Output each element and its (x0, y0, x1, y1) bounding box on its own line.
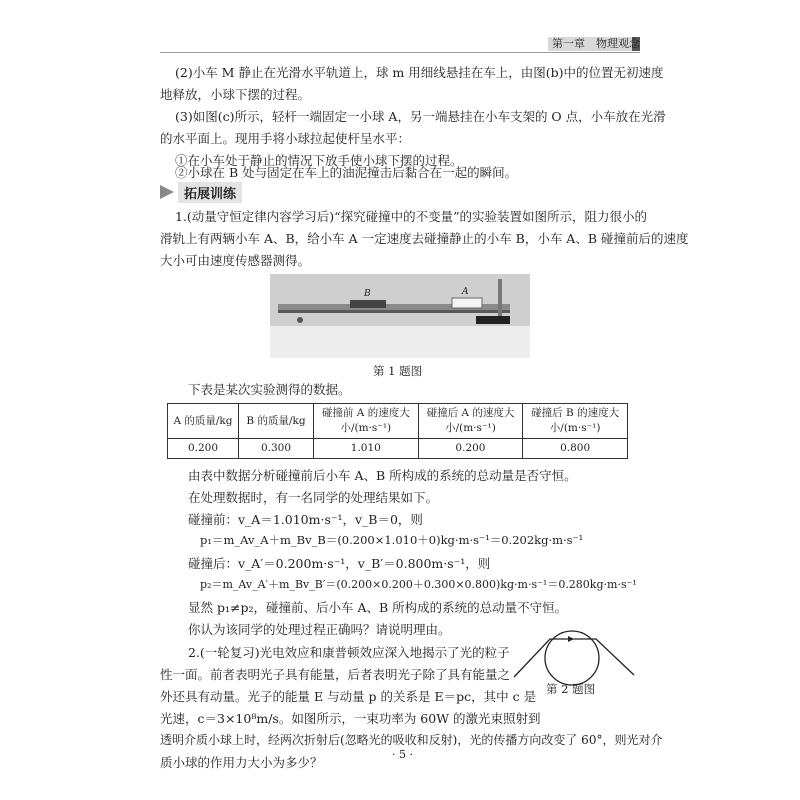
q1-after-line: 碰撞前：v_A＝1.010m·s⁻¹，v_B＝0，则 (188, 512, 423, 527)
intro-line: 的水平面上。现用手将小球拉起使杆呈水平： (160, 131, 411, 146)
data-table (167, 403, 628, 459)
intro-line: 地释放，小球下摆的过程。 (160, 87, 311, 102)
figure-1-caption: 第 1 题图 (373, 364, 423, 378)
table-cell: 0.300 (239, 439, 314, 459)
table-cell: 0.200 (418, 439, 523, 459)
table-header-row (168, 404, 628, 439)
intro-line: (3)如图(c)所示，轻杆一端固定一小球 A，另一端悬挂在小车支架的 O 点，小车放在光滑 (175, 109, 666, 124)
cart-a-label: A (462, 287, 469, 297)
q1-line: 滑轨上有两辆小车 A、B，给小车 A 一定速度去碰撞静止的小车 B，小车 A、B 碰撞前后的速度 (160, 231, 689, 246)
table-header-cell: B 的质量/kg (239, 404, 314, 439)
q2-line: 透明介质小球上时，经两次折射后(忽略光的吸收和反射)，光的传播方向改变了 60°，则光对介 (160, 733, 663, 747)
cart-b-label: B (364, 289, 371, 299)
table-intro: 下表是某次实验测得的数据。 (188, 382, 351, 397)
q1-line: 大小可由速度传感器测得。 (160, 253, 311, 268)
table-header-cell: 碰撞前 A 的速度大小/(m·s⁻¹) (314, 404, 419, 439)
table-cell: 1.010 (314, 439, 419, 459)
table-header-cell: 碰撞后 B 的速度大小/(m·s⁻¹) (523, 404, 628, 439)
intro-line: (2)小车 M 静止在光滑水平轨道上，球 m 用细线悬挂在车上，由图(b)中的位置无初速度 (175, 65, 664, 80)
q1-after-line: 碰撞后：v_A′＝0.200m·s⁻¹，v_B′＝0.800m·s⁻¹，则 (188, 556, 491, 571)
intro-line: ①在小车处于静止的情况下放手使小球下摆的过程。 (175, 153, 463, 168)
q1-after-line: 你认为该同学的处理过程正确吗？请说明理由。 (188, 622, 451, 637)
q2-line: 2.(一轮复习)光电效应和康普顿效应深入地揭示了光的粒子 (188, 645, 510, 660)
intro-line: ②小球在 B 处与固定在车上的油泥撞击后黏合在一起的瞬间。 (175, 165, 518, 180)
q2-line: 性一面。前者表明光子具有能量，后者表明光子除了具有能量之 (160, 667, 511, 682)
figure-2-caption: 第 2 题图 (546, 682, 596, 696)
q1-after-line: 显然 p₁≠p₂，碰撞前、后小车 A、B 所构成的系统的总动量不守恒。 (188, 600, 568, 615)
table-cell: 0.800 (523, 439, 628, 459)
q2-line: 质小球的作用力大小为多少？ (160, 755, 323, 770)
section-title: 拓展训练 (178, 182, 242, 203)
section-heading (160, 183, 242, 201)
light-ray (514, 639, 634, 677)
chapter-title: 第一章 物理观念 (552, 37, 640, 50)
q1-line: 1.(动量守恒定律内容学习后)“探究碰撞中的不变量”的实验装置如图所示，阻力很小的 (175, 209, 647, 224)
q2-line: 外还具有动量。光子的能量 E 与动量 p 的关系是 E＝pc，其中 c 是 (160, 689, 537, 704)
apparatus-photo (270, 274, 530, 358)
q1-after-line: p₁＝m_Av_A＋m_Bv_B＝(0.200×1.010＋0)kg·m·s⁻¹＝0.202kg·m·s⁻¹ (200, 533, 584, 547)
page-number: · 5 · (392, 748, 413, 761)
table-cell: 0.200 (168, 439, 239, 459)
q2-line: 光速，c＝3×10⁸m/s。如图所示，一束功率为 60W 的激光束照射到 (160, 711, 541, 726)
table-row (168, 439, 628, 459)
table-header-cell: A 的质量/kg (168, 404, 239, 439)
table-header-cell: 碰撞后 A 的速度大小/(m·s⁻¹) (418, 404, 523, 439)
header-rule (160, 52, 640, 53)
section-arrow-icon (160, 185, 174, 199)
q1-after-line: p₂＝m_Av_A′＋m_Bv_B′＝(0.200×0.200＋0.300×0.800)kg·m·s⁻¹＝0.280kg·m·s⁻¹ (200, 578, 637, 591)
q1-after-line: 在处理数据时，有一名同学的处理结果如下。 (188, 490, 439, 505)
ray-arrow-icon (568, 636, 574, 642)
q1-after-line: 由表中数据分析碰撞前后小车 A、B 所构成的系统的总动量是否守恒。 (188, 468, 577, 483)
apparatus-illustration (270, 274, 530, 358)
